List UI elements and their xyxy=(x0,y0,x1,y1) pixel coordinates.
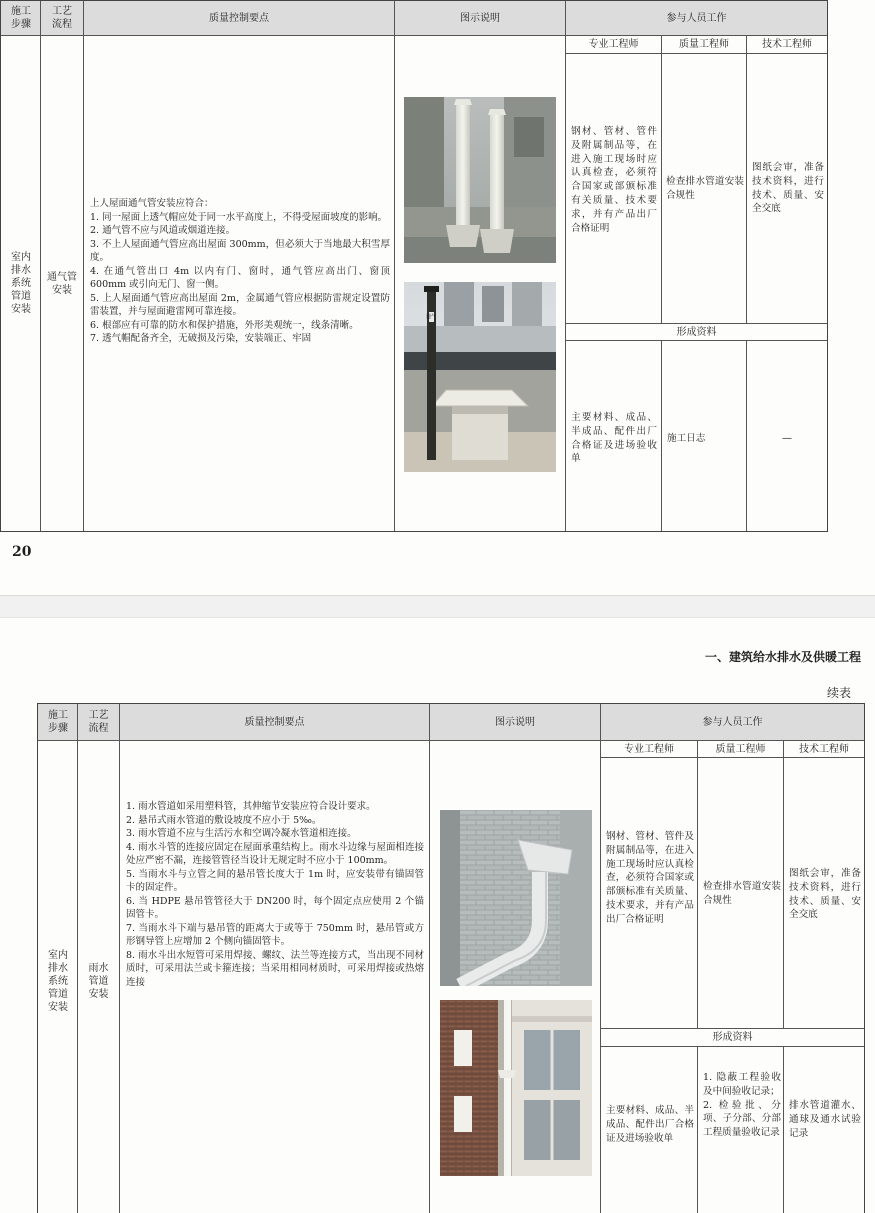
building-downspout-photo xyxy=(440,1000,592,1176)
header-quality: 质量控制要点 xyxy=(209,12,269,24)
document-page-2 xyxy=(0,618,875,1213)
pro-engineer-duty: 钢材、管材、管件及附属制品等，在进入施工现场时应认真检查，必须符合国家或部颁标准有关质量、技术要求，并有产品出厂合格证明 xyxy=(606,831,694,925)
quality-table-1 xyxy=(0,0,828,532)
records-pro: 主要材料、成品、半成品、配件出厂合格证及进场验收单 xyxy=(571,412,657,465)
role-pro-engineer: 专业工程师 xyxy=(588,39,639,50)
records-label: 形成资料 xyxy=(676,326,717,338)
continued-label: 续表 xyxy=(826,686,851,700)
step-cell: 室内排水系统管道安装 xyxy=(48,949,68,1013)
role-tech-engineer: 技术工程师 xyxy=(762,39,812,50)
section-title: 一、建筑给水排水及供暖工程 xyxy=(704,650,861,664)
page-gap xyxy=(0,595,875,618)
header-process: 工艺流程 xyxy=(88,710,109,734)
header-illustration: 图示说明 xyxy=(460,12,500,24)
header-illustration: 图示说明 xyxy=(495,716,535,728)
vent-hood-photo xyxy=(404,282,556,472)
tech-engineer-duty: 图纸会审，准备技术资料，进行技术、质量、安全交底 xyxy=(789,868,861,921)
step-cell: 室内排水系统管道安装 xyxy=(11,252,31,315)
quality-engineer-duty: 检查排水管道安装合规性 xyxy=(703,881,781,906)
records-quality: 1. 隐蔽工程验收及中间验收记录； 2. 检验批、分项、子分部、分部工程质量验收记录 xyxy=(703,1072,781,1139)
tech-engineer-duty: 图纸会审，准备技术资料，进行技术、质量、安全交底 xyxy=(752,162,824,215)
role-quality-engineer: 质量工程师 xyxy=(715,743,766,755)
records-tech: — xyxy=(782,432,792,444)
role-quality-engineer: 质量工程师 xyxy=(679,39,729,50)
records-quality: 施工日志 xyxy=(667,433,706,444)
document-page-1 xyxy=(0,0,875,595)
header-process: 工艺流程 xyxy=(52,6,72,30)
vent-pipe-photo xyxy=(404,97,556,263)
quality-table-2 xyxy=(37,703,865,1213)
header-staff: 参与人员工作 xyxy=(702,716,763,728)
records-pro: 主要材料、成品、半成品、配件出厂合格证及进场验收单 xyxy=(606,1105,694,1144)
page-number: 20 xyxy=(12,544,32,560)
quality-engineer-duty: 检查排水管道安装合规性 xyxy=(666,176,744,201)
process-cell: 通气管安装 xyxy=(47,271,77,296)
records-tech: 排水管道灌水、通球及通水试验记录 xyxy=(789,1100,861,1139)
role-tech-engineer: 技术工程师 xyxy=(799,743,849,755)
process-cell: 雨水管道安装 xyxy=(88,962,109,1000)
header-step: 施工步骤 xyxy=(48,710,68,734)
header-step: 施工步骤 xyxy=(11,6,31,30)
quality-points: 上人屋面通气管安装应符合： 1. 同一屋面上透气帽应处于同一水平高度上，不得受屋面坡度的影响。 2. 通气管不应与风道或烟道连接。 3. 不上人屋面通气管应高出屋面 300mm，但必须大于当地最大积雪厚度。 4. 在通气管出口 4m 以内有门、窗时，通气管应高出门、窗顶 600mm 或引向无门、窗一侧。 5. 上人屋面通气管应高出屋面 2m，金属通气管应根据防雷规定设置防雷装置，并与屋面避雷网可靠连接。 6. 根部应有可靠的防水和保护措施，外形美观统一，线条清晰。 7. 透气帽配备齐全，无破损及污染，安装端正、牢固 xyxy=(90,198,390,344)
role-pro-engineer: 专业工程师 xyxy=(624,743,674,755)
pro-engineer-duty: 钢材、管材、管件及附属制品等，在进入施工现场时应认真检查，必须符合国家或部颁标准有关质量、技术要求，并有产品出厂合格证明 xyxy=(571,126,657,234)
records-label: 形成资料 xyxy=(712,1032,753,1043)
quality-points: 1. 雨水管道如采用塑料管，其伸缩节安装应符合设计要求。 2. 悬吊式雨水管道的敷设坡度不应小于 5‰。 3. 雨水管道不应与生活污水和空调冷凝水管道相连接。 4. 雨水斗管的连接应固定在屋面承重结构上。雨水斗边缘与屋面相连接处应严密不漏，连接管管径当设计无规定时不应小于 100mm。 5. 当雨水斗与立管之间的悬吊管长度大于 1m 时，应安装带有锚固管卡的固定件。 6. 当 HDPE 悬吊管管径大于 DN200 时，每个固定点应使用 2 个锚固管卡。 7. 当雨水斗下端与悬吊管的距离大于或等于 750mm 时，悬吊管或方形钢导管上应增加 2 个侧向锚固管卡。 8. 雨水斗出水短管可采用焊接、螺纹、法兰等连接方式，当出现不同材质时，可采用法兰或卡箍连接；当采用相同材质时，可采用焊接或热熔连接 xyxy=(126,801,424,988)
vent-sign-text: 通气 xyxy=(425,314,437,320)
downspout-photo xyxy=(440,810,592,986)
header-quality: 质量控制要点 xyxy=(244,716,305,728)
header-staff: 参与人员工作 xyxy=(666,12,727,24)
